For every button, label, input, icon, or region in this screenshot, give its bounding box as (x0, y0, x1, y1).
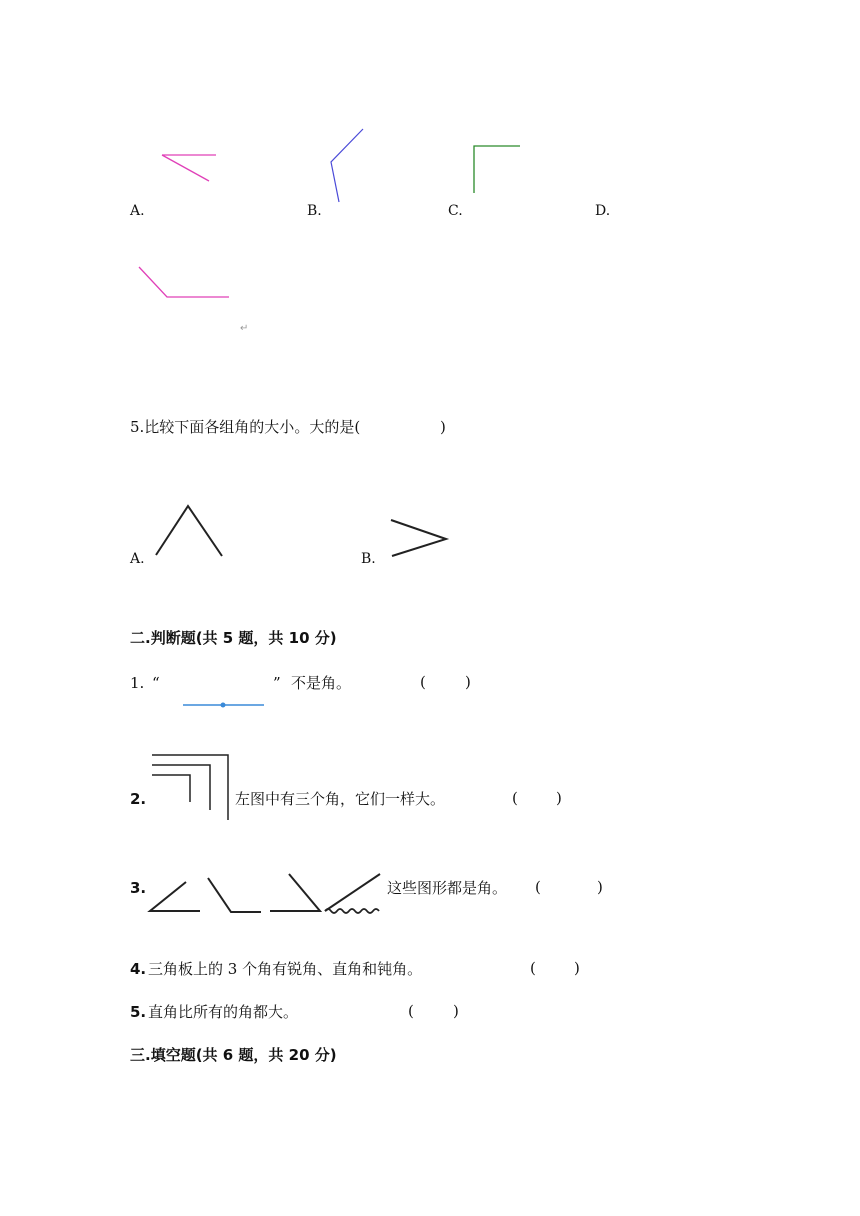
judge-5-paren-open: ( (408, 1002, 414, 1020)
judge-1-paren-close: ) (465, 673, 471, 691)
judge-2-paren-close: ) (556, 789, 562, 807)
judge-3-paren-close: ) (597, 878, 603, 896)
option-b-label: B. (307, 203, 322, 219)
judge-1-text: 不是角。 (291, 674, 352, 692)
option-c-label: C. (448, 203, 463, 219)
judge-2-number: 2. (130, 790, 147, 808)
q5-option-b-label: B. (361, 551, 376, 567)
judge-1-paren-open: ( (420, 673, 426, 691)
option-a-label: A. (130, 203, 145, 219)
judge-5-text: 直角比所有的角都大。 (148, 1003, 299, 1021)
judge-2-paren-open: ( (512, 789, 518, 807)
judge-3-paren-open: ( (535, 878, 541, 896)
judge-1-close-quote: ” (273, 674, 281, 692)
question-5-paren-close: ) (440, 418, 446, 436)
return-mark-icon: ↵ (240, 323, 249, 334)
judge-4-text: 三角板上的 3 个角有锐角、直角和钝角。 (148, 960, 423, 978)
judge-3-number: 3. (130, 879, 147, 897)
option-d-label: D. (595, 203, 611, 219)
judge-4-number: 4. (130, 960, 147, 978)
q5-option-a-label: A. (130, 551, 145, 567)
section-3-heading: 三.填空题(共 6 题，共 20 分) (130, 1046, 337, 1064)
judge-5-paren-close: ) (453, 1002, 459, 1020)
judge-3-text: 这些图形都是角。 (387, 879, 508, 897)
judge-5-number: 5. (130, 1003, 147, 1021)
judge-2-text: 左图中有三个角，它们一样大。 (235, 790, 446, 808)
question-5-text: 5.比较下面各组角的大小。大的是( (130, 418, 361, 436)
judge-1-number: 1. (130, 674, 145, 692)
judge-4-paren-close: ) (574, 959, 580, 977)
judge-4-paren-open: ( (530, 959, 536, 977)
judge-1-open-quote: “ (152, 674, 160, 692)
section-2-heading: 二.判断题(共 5 题，共 10 分) (130, 629, 337, 647)
